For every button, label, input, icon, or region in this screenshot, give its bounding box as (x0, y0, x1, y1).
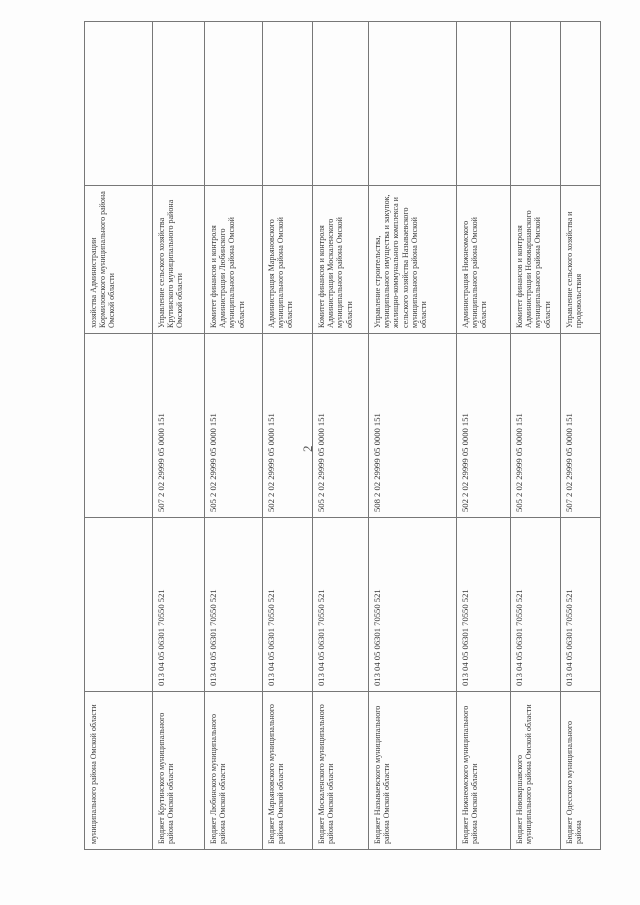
admin-cell: Управление сельского хозяйства Крутинского муниципального района Омской области (153, 186, 205, 334)
admin-cell: Управление сельского хозяйства и продовольствия (561, 186, 601, 334)
code2-cell: 502 2 02 29999 05 0000 151 (457, 334, 511, 518)
admin-cell: Администрация Нижнеомского муниципального района Омской области (457, 186, 511, 334)
code2-cell: 507 2 02 29999 05 0000 151 (561, 334, 601, 518)
table-row (263, 22, 313, 850)
code1-cell: 013 04 05 06301 70550 521 (561, 518, 601, 692)
empty-cell (85, 22, 153, 186)
budget-cell: муниципального района Омской области (85, 692, 153, 850)
table-row (511, 22, 561, 850)
code2-cell: 508 2 02 29999 05 0000 151 (369, 334, 457, 518)
empty-cell (561, 22, 601, 186)
table-row (369, 22, 457, 850)
budget-cell: Бюджет Называевского муниципального района Омской области (369, 692, 457, 850)
budget-table (84, 21, 601, 850)
code1-cell: 013 04 05 06301 70550 521 (263, 518, 313, 692)
rotated-table-container (84, 22, 584, 850)
code1-cell: 013 04 05 06301 70550 521 (457, 518, 511, 692)
budget-cell: Бюджет Марьяновского муниципального района Омской области (263, 692, 313, 850)
code2-cell: 505 2 02 29999 05 0000 151 (205, 334, 263, 518)
code2-cell: 505 2 02 29999 05 0000 151 (313, 334, 369, 518)
empty-cell (205, 22, 263, 186)
code1-cell (85, 518, 153, 692)
admin-cell: хозяйства Администрации Кормиловского муниципального района Омской области (85, 186, 153, 334)
table-row (457, 22, 511, 850)
table-row (205, 22, 263, 850)
table-row (313, 22, 369, 850)
code1-cell: 013 04 05 06301 70550 521 (369, 518, 457, 692)
empty-cell (457, 22, 511, 186)
budget-cell: Бюджет Нововаршавского муниципального района Омской области (511, 692, 561, 850)
budget-cell: Бюджет Нижнеомского муниципального района Омской области (457, 692, 511, 850)
code1-cell: 013 04 05 06301 70550 521 (205, 518, 263, 692)
budget-cell: Бюджет Одесского муниципального района (561, 692, 601, 850)
code2-cell: 505 2 02 29999 05 0000 151 (511, 334, 561, 518)
code1-cell: 013 04 05 06301 70550 521 (153, 518, 205, 692)
code2-cell: 502 2 02 29999 05 0000 151 (263, 334, 313, 518)
table-row (561, 22, 601, 850)
code2-cell: 507 2 02 29999 05 0000 151 (153, 334, 205, 518)
table-row (153, 22, 205, 850)
empty-cell (511, 22, 561, 186)
admin-cell: Администрация Марьяновского муниципального района Омской области (263, 186, 313, 334)
admin-cell: Комитет финансов и контроля Администрации Москаленского муниципального района Омской области (313, 186, 369, 334)
empty-cell (263, 22, 313, 186)
budget-cell: Бюджет Любинского муниципального района Омской области (205, 692, 263, 850)
admin-cell: Управление строительства, муниципального имущества и закупок, жилищно-коммунального комплекса и сельского хозяйства Называевского муниципального района Омской области (369, 186, 457, 334)
code1-cell: 013 04 05 06301 70550 521 (313, 518, 369, 692)
empty-cell (369, 22, 457, 186)
admin-cell: Комитет финансов и контроля Администрации Любинского муниципального района Омской области (205, 186, 263, 334)
code1-cell: 013 04 05 06301 70550 521 (511, 518, 561, 692)
admin-cell: Комитет финансов и контроля Администрации Нововаршавского муниципального района Омской области (511, 186, 561, 334)
budget-cell: Бюджет Москаленского муниципального района Омской области (313, 692, 369, 850)
page-number: 2 (300, 445, 315, 452)
budget-cell: Бюджет Крутинского муниципального района Омской области (153, 692, 205, 850)
code2-cell (85, 334, 153, 518)
empty-cell (313, 22, 369, 186)
empty-cell (153, 22, 205, 186)
table-row (85, 22, 153, 850)
